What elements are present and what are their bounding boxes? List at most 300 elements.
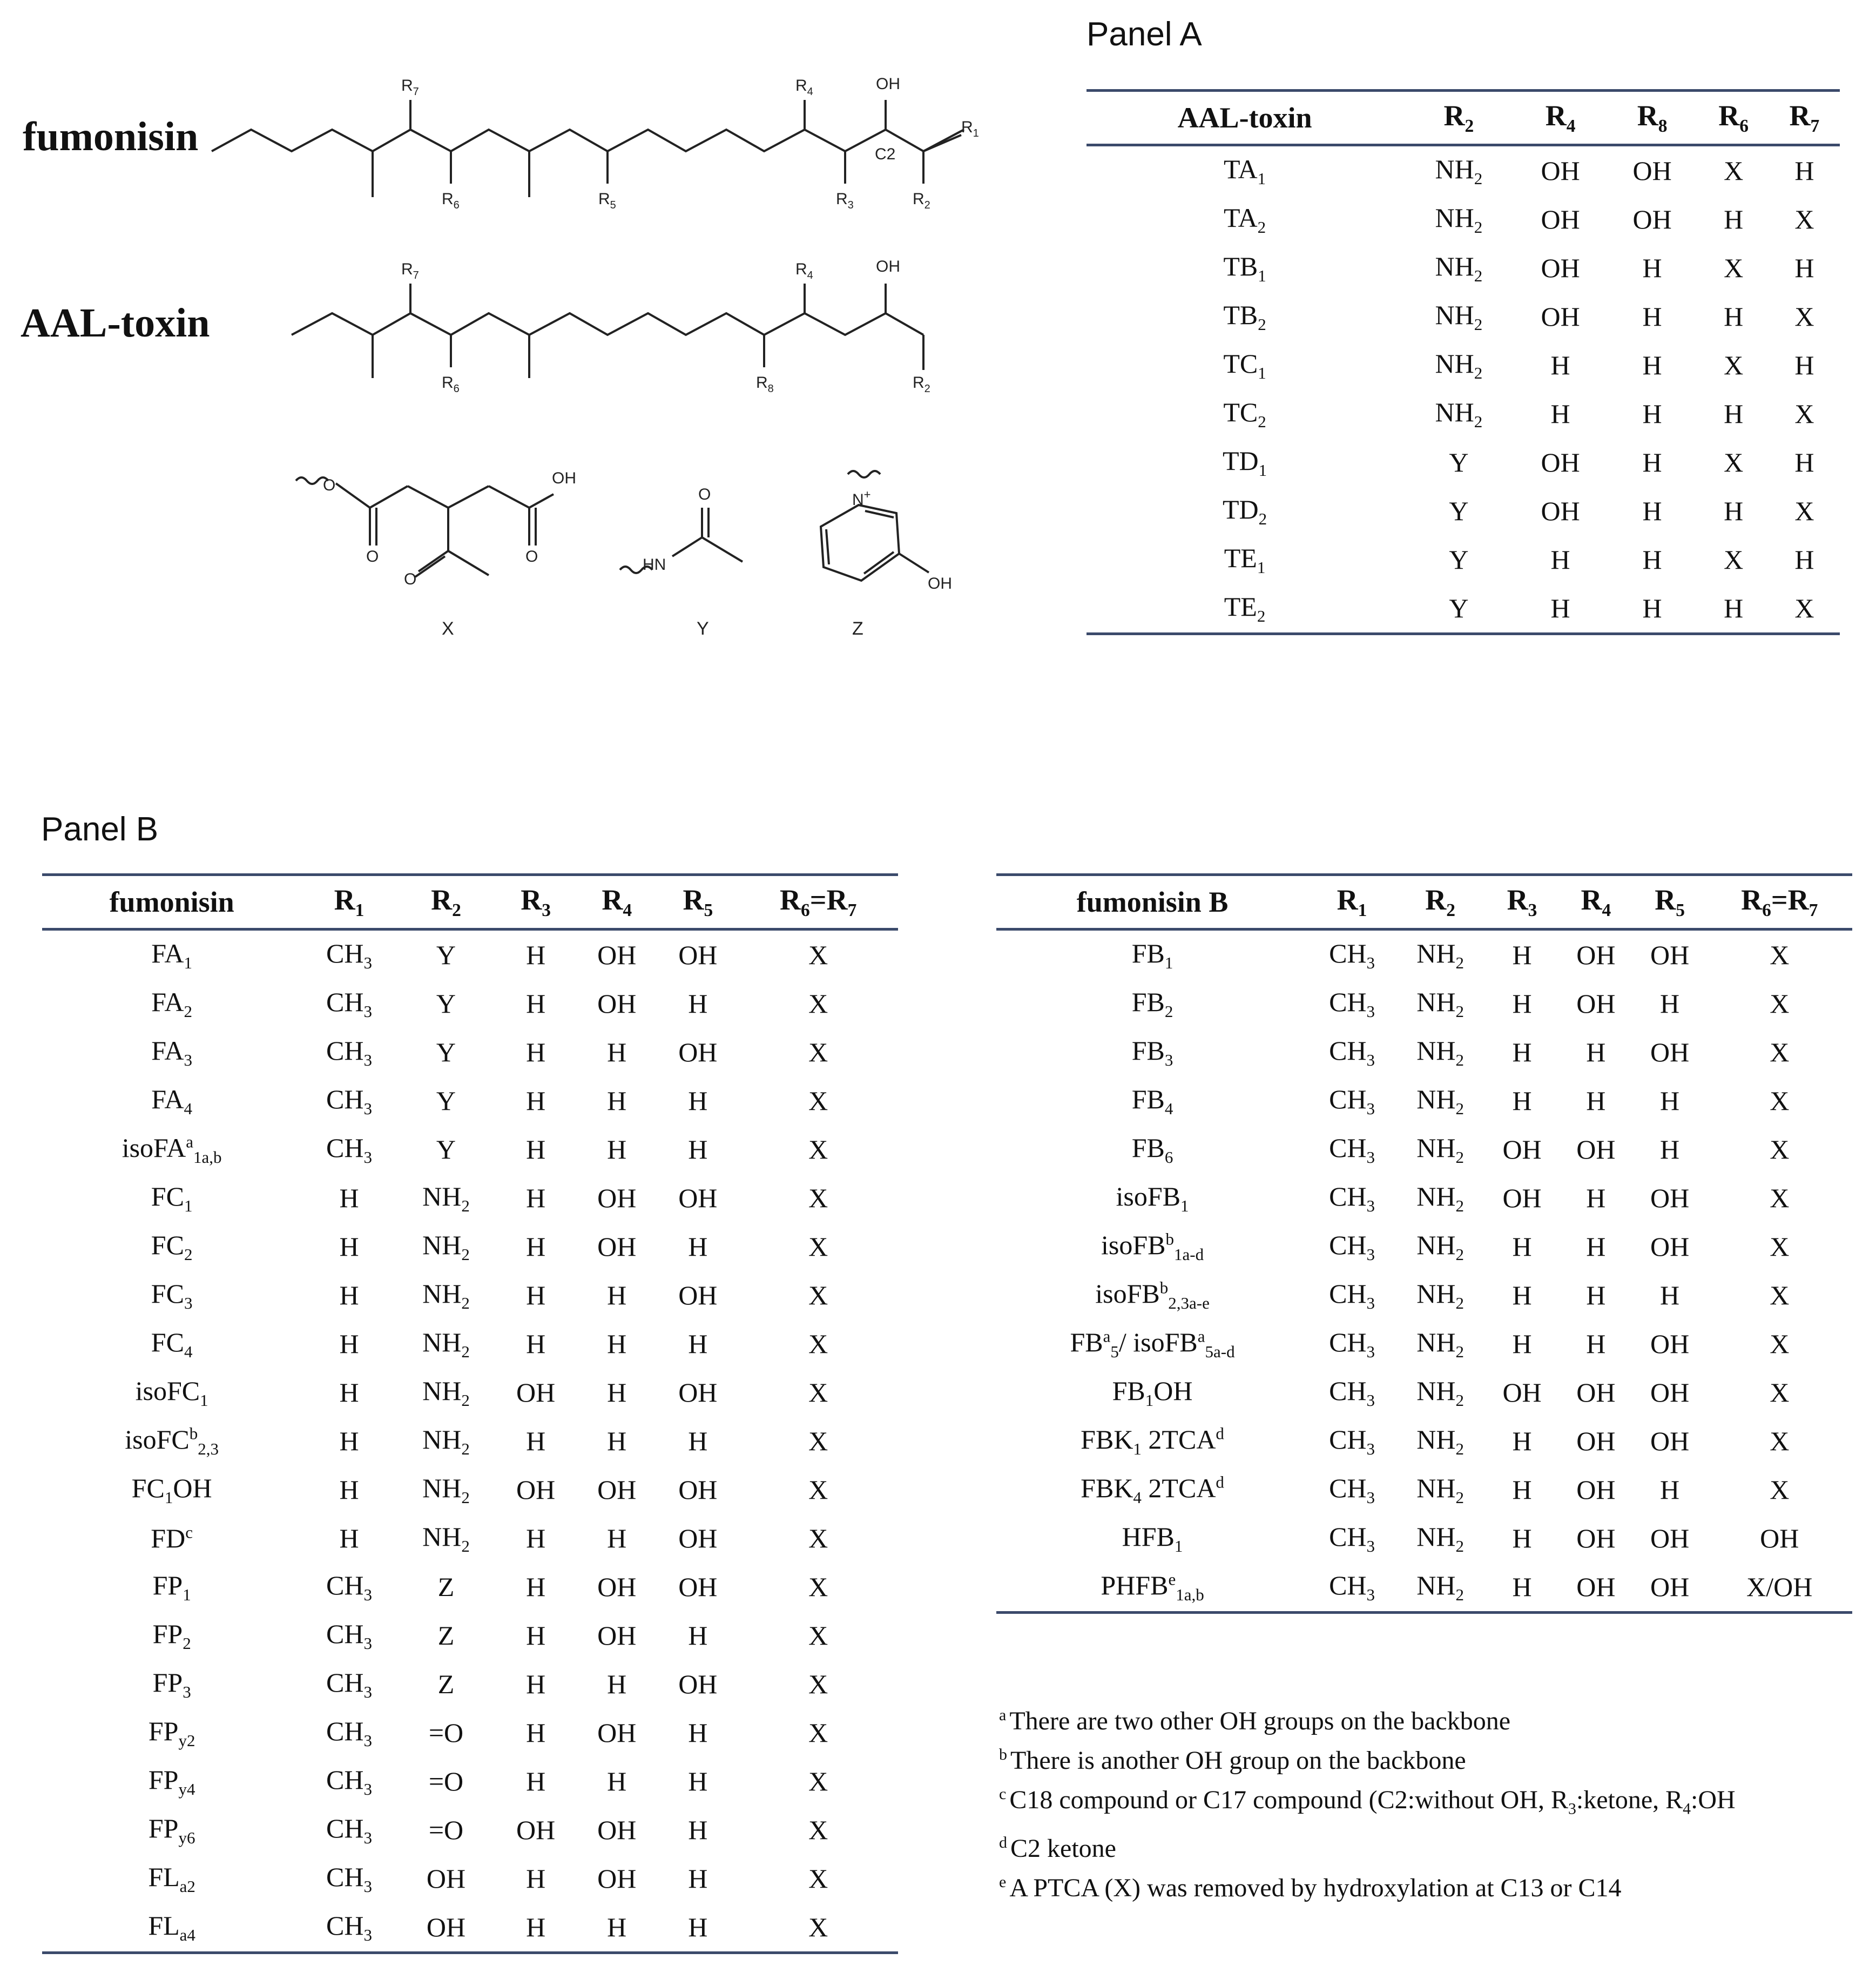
table-cell: X — [1770, 1183, 1790, 1213]
table-header-row — [996, 875, 1852, 930]
table-cell: H — [1660, 1474, 1680, 1505]
table-cell: $NH_2$ — [1416, 1229, 1464, 1264]
table-row — [996, 1076, 1852, 1125]
column-header: fumonisin B — [996, 875, 1308, 930]
table-cell: H — [526, 940, 546, 970]
table-cell: $TC_2$ — [1223, 396, 1266, 431]
table-cell: H — [1512, 1572, 1532, 1602]
table-row — [42, 1854, 898, 1903]
table-cell: H — [1724, 399, 1744, 429]
compound-name: $FB_4$ — [1131, 1083, 1173, 1118]
table-cell: X — [808, 1377, 828, 1408]
table-cell: H — [1724, 496, 1744, 526]
table-cell: Y — [1449, 544, 1469, 575]
table-cell: OH — [426, 1863, 466, 1894]
table-cell: OH — [597, 1620, 637, 1651]
table-cell: $CH_3$ — [326, 1132, 373, 1167]
table-cell: H — [1642, 301, 1662, 332]
table-cell: H — [526, 1280, 546, 1310]
column-header: $R_4$ — [1559, 875, 1633, 930]
table-cell: H — [339, 1474, 359, 1505]
table-cell: $CH_3$ — [1329, 1570, 1375, 1604]
table-cell: H — [526, 1912, 546, 1942]
table-row — [42, 1028, 898, 1076]
table-cell: X — [1724, 350, 1744, 380]
table-row — [996, 1174, 1852, 1222]
column-header: $R_5$ — [657, 875, 738, 930]
table-cell: OH — [597, 1815, 637, 1845]
table-row — [42, 1417, 898, 1465]
table-cell: H — [1724, 593, 1744, 623]
column-header: $R_6=R_7$ — [1707, 875, 1853, 930]
column-header: $R_3$ — [495, 875, 576, 930]
table-cell: H — [688, 1134, 708, 1164]
table-cell: H — [526, 1231, 546, 1262]
table-row — [42, 1125, 898, 1174]
table-cell: =O — [428, 1766, 464, 1796]
table-cell: H — [688, 988, 708, 1019]
table-cell: X — [808, 1329, 828, 1359]
compound-name: $FC_1OH$ — [131, 1472, 212, 1507]
table-cell: X — [1794, 593, 1814, 623]
table-cell: X — [1770, 988, 1790, 1019]
table-cell: X — [808, 1426, 828, 1456]
table-cell: OH — [678, 1474, 718, 1505]
table-cell: $TD_2$ — [1222, 494, 1267, 528]
table-cell: X — [808, 1815, 828, 1845]
table-cell: OH — [1760, 1523, 1799, 1553]
x-o3: O — [525, 548, 538, 565]
table-cell: X — [1724, 447, 1744, 477]
footnotes — [999, 1699, 1736, 1905]
column-header: $R_3$ — [1485, 875, 1559, 930]
table-cell: OH — [678, 1669, 718, 1699]
table-row — [996, 1465, 1852, 1514]
table-cell: $NH_2$ — [1435, 396, 1483, 431]
compound-name: $FB^a_5/$ isoFB$^a_{5a-d}$ — [1070, 1326, 1235, 1361]
panel-b-label: Panel B — [41, 811, 159, 848]
table-cell: H — [607, 1329, 627, 1359]
table-row — [42, 1465, 898, 1514]
table-cell: $CH_3$ — [1329, 1229, 1375, 1264]
table-cell: Y — [1449, 447, 1469, 477]
compound-name: $FL_{a2}$ — [148, 1861, 195, 1896]
table-cell: Y — [436, 1134, 456, 1164]
table-cell: H — [1550, 593, 1570, 623]
table-cell: OH — [1650, 1523, 1690, 1553]
table-cell: H — [1586, 1329, 1606, 1359]
table-header-row — [42, 875, 898, 930]
table-cell: H — [1586, 1086, 1606, 1116]
table-cell: $NH_2$ — [1416, 1521, 1464, 1555]
table-cell: OH — [678, 1377, 718, 1408]
table-cell: OH — [1576, 940, 1616, 970]
z-oh: OH — [928, 575, 952, 592]
table-cell: X — [808, 1280, 828, 1310]
aal-r2: $R_2$ — [913, 374, 930, 395]
compound-name: $FA_4$ — [151, 1083, 192, 1118]
table-cell: OH — [597, 1572, 637, 1602]
table-row — [42, 1222, 898, 1271]
table-cell: H — [1642, 593, 1662, 623]
table-row — [996, 1563, 1852, 1613]
column-header: $R_2$ — [1403, 91, 1514, 145]
table-cell: $NH_2$ — [1416, 1035, 1464, 1069]
table-cell: $NH_2$ — [422, 1229, 470, 1264]
table-cell: X — [1724, 544, 1744, 575]
table-cell: H — [526, 1086, 546, 1116]
table-cell: $NH_2$ — [1435, 251, 1483, 285]
table-cell: H — [526, 1718, 546, 1748]
table-header-row — [1087, 91, 1840, 145]
table-cell: $TB_1$ — [1223, 251, 1266, 285]
table-cell: $CH_3$ — [1329, 1083, 1375, 1118]
table-cell: H — [1642, 544, 1662, 575]
table-cell: H — [1512, 1037, 1532, 1067]
table-cell: H — [607, 1037, 627, 1067]
table-cell: $CH_3$ — [1329, 986, 1375, 1021]
table-cell: Z — [437, 1572, 455, 1602]
panel-b-fumonisin-b-table — [996, 873, 1852, 1614]
table-cell: $CH_3$ — [1329, 938, 1375, 972]
compound-name: isoFB$^b_{1a-d}$ — [1101, 1229, 1204, 1264]
table-cell: H — [1586, 1183, 1606, 1213]
aal-r4: $R_4$ — [795, 260, 813, 281]
table-cell: $TC_1$ — [1223, 348, 1266, 382]
table-cell: H — [1642, 350, 1662, 380]
table-cell: OH — [516, 1474, 556, 1505]
compound-name: $FL_{a4}$ — [148, 1910, 195, 1944]
compound-name: $FC_3$ — [151, 1278, 193, 1312]
fum-oh: OH — [876, 75, 900, 93]
table-cell: H — [1512, 1280, 1532, 1310]
column-header: $R_2$ — [1395, 875, 1485, 930]
table-cell: H — [526, 988, 546, 1019]
table-row — [996, 1271, 1852, 1319]
table-row — [42, 1757, 898, 1806]
table-row — [1087, 145, 1840, 196]
table-cell: X — [1770, 1280, 1790, 1310]
table-cell: $TE_1$ — [1224, 542, 1266, 577]
column-header: $R_2$ — [397, 875, 495, 930]
table-cell: OH — [1650, 1183, 1690, 1213]
table-cell: H — [688, 1912, 708, 1942]
table-cell: $NH_2$ — [1416, 986, 1464, 1021]
table-cell: $CH_3$ — [1329, 1326, 1375, 1361]
compound-name: $FP_{y6}$ — [148, 1813, 195, 1847]
table-cell: X — [808, 1037, 828, 1067]
table-cell: $NH_2$ — [1416, 1083, 1464, 1118]
table-cell: H — [1724, 204, 1744, 234]
x-o2: O — [366, 548, 379, 565]
table-cell: $CH_3$ — [1329, 1424, 1375, 1458]
panel-a-table — [1087, 89, 1840, 635]
table-cell: H — [339, 1231, 359, 1262]
table-cell: H — [1512, 1231, 1532, 1262]
compound-name: $FA_1$ — [151, 938, 192, 972]
table-cell: OH — [1541, 253, 1580, 283]
table-cell: H — [526, 1669, 546, 1699]
table-row — [996, 1319, 1852, 1368]
table-row — [1087, 341, 1840, 389]
compound-name: $FP_2$ — [152, 1618, 191, 1653]
table-cell: $CH_3$ — [1329, 1132, 1375, 1167]
table-cell: X — [1724, 253, 1744, 283]
table-cell: $CH_3$ — [326, 1570, 373, 1604]
table-cell: H — [1550, 544, 1570, 575]
table-cell: H — [526, 1426, 546, 1456]
table-cell: H — [688, 1766, 708, 1796]
table-row — [42, 1368, 898, 1417]
table-cell: $CH_3$ — [1329, 1035, 1375, 1069]
compound-name: $FD^c$ — [151, 1523, 193, 1553]
table-cell: $NH_2$ — [1416, 1132, 1464, 1167]
table-cell: H — [1512, 940, 1532, 970]
table-row — [996, 1514, 1852, 1563]
compound-name: isoFA$^a_{1a,b}$ — [122, 1132, 222, 1167]
table-cell: OH — [1502, 1377, 1542, 1408]
table-cell: H — [688, 1426, 708, 1456]
table-cell: OH — [1576, 988, 1616, 1019]
table-cell: H — [526, 1620, 546, 1651]
table-cell: H — [339, 1377, 359, 1408]
compound-name: $FC_4$ — [151, 1326, 193, 1361]
table-cell: H — [688, 1620, 708, 1651]
table-cell: OH — [1650, 1231, 1690, 1262]
table-row — [42, 979, 898, 1028]
table-cell: Y — [1449, 593, 1469, 623]
z-label: Z — [852, 618, 863, 639]
fumonisin-structure — [212, 100, 964, 197]
table-cell: $NH_2$ — [422, 1472, 470, 1507]
table-cell: Y — [436, 1037, 456, 1067]
table-cell: H — [526, 1863, 546, 1894]
table-cell: H — [1586, 1280, 1606, 1310]
table-row — [42, 1806, 898, 1854]
table-cell: $CH_3$ — [326, 938, 373, 972]
footnote-d: $^d$ C2 ketone — [999, 1833, 1116, 1863]
fum-r7: $R_7$ — [401, 77, 419, 98]
table-row — [996, 979, 1852, 1028]
table-cell: Y — [1449, 496, 1469, 526]
y-o: O — [698, 486, 711, 503]
table-row — [42, 1660, 898, 1708]
column-header: $R_4$ — [1515, 91, 1607, 145]
table-cell: Z — [437, 1669, 455, 1699]
table-cell: H — [688, 1718, 708, 1748]
table-cell: OH — [1541, 496, 1580, 526]
table-row — [996, 1125, 1852, 1174]
table-cell: OH — [1576, 1474, 1616, 1505]
table-row — [42, 1563, 898, 1611]
x-oh: OH — [552, 469, 576, 487]
table-cell: H — [1794, 350, 1814, 380]
aal-oh: OH — [876, 258, 900, 275]
table-cell: X — [808, 988, 828, 1019]
table-row — [996, 1368, 1852, 1417]
table-row — [42, 1708, 898, 1757]
table-cell: OH — [1541, 301, 1580, 332]
table-cell: $NH_2$ — [1435, 299, 1483, 334]
aal-toxin-label: AAL-toxin — [21, 300, 210, 346]
table-cell: X — [808, 1912, 828, 1942]
table-cell: X — [808, 1523, 828, 1553]
fragment-y — [620, 508, 743, 573]
table-cell: X — [808, 1134, 828, 1164]
table-row — [1087, 487, 1840, 535]
table-cell: OH — [678, 1183, 718, 1213]
compound-name: $FB_1$ — [1131, 938, 1173, 972]
table-cell: OH — [1541, 156, 1580, 186]
footnote-a: $^a$ There are two other OH groups on the backbone — [999, 1706, 1511, 1735]
table-cell: H — [688, 1329, 708, 1359]
fum-c2: C2 — [875, 145, 896, 163]
table-cell: $CH_3$ — [326, 1910, 373, 1944]
column-header: $R_8$ — [1607, 91, 1698, 145]
table-cell: $CH_3$ — [1329, 1278, 1375, 1312]
table-cell: X — [808, 1669, 828, 1699]
table-cell: $TE_2$ — [1224, 591, 1266, 625]
table-cell: X — [1770, 1037, 1790, 1067]
table-cell: $CH_3$ — [326, 986, 373, 1021]
compound-name: $FB_2$ — [1131, 986, 1173, 1021]
compound-name: $HFB_1$ — [1122, 1521, 1183, 1555]
table-cell: H — [1724, 301, 1744, 332]
y-label: Y — [697, 618, 709, 639]
fum-r4: $R_4$ — [795, 77, 813, 98]
table-cell: H — [1794, 544, 1814, 575]
table-cell: H — [526, 1572, 546, 1602]
table-cell: X — [1770, 1231, 1790, 1262]
table-cell: OH — [1576, 1134, 1616, 1164]
table-cell: $CH_3$ — [326, 1861, 373, 1896]
table-cell: OH — [1502, 1183, 1542, 1213]
table-cell: OH — [1650, 1329, 1690, 1359]
table-cell: H — [688, 1086, 708, 1116]
compound-name: $FB_3$ — [1131, 1035, 1173, 1069]
panel-b-fumonisin-table — [42, 873, 898, 1954]
aal-toxin-structure — [292, 284, 923, 378]
table-cell: $CH_3$ — [326, 1618, 373, 1653]
table-cell: OH — [678, 1523, 718, 1553]
compound-name: $PHFB^e_{1a,b}$ — [1101, 1569, 1204, 1604]
table-row — [42, 1514, 898, 1563]
table-cell: Z — [437, 1620, 455, 1651]
y-hn: HN — [643, 556, 666, 574]
table-cell: X — [808, 1620, 828, 1651]
table-row — [42, 1076, 898, 1125]
x-o4: O — [404, 570, 417, 588]
column-header: $R_1$ — [1308, 875, 1395, 930]
table-row — [1087, 584, 1840, 634]
table-row — [42, 1319, 898, 1368]
table-cell: =O — [428, 1718, 464, 1748]
table-cell: H — [607, 1766, 627, 1796]
table-cell: H — [1550, 399, 1570, 429]
column-header: $R_6=R_7$ — [738, 875, 898, 930]
compound-name: $FB_1OH$ — [1112, 1375, 1193, 1410]
compound-name: isoFC$_1$ — [135, 1375, 208, 1410]
table-cell: $NH_2$ — [422, 1424, 470, 1458]
compound-name: isoFB$^b_{2,3a-e}$ — [1095, 1277, 1210, 1312]
table-cell: H — [688, 1231, 708, 1262]
table-cell: $TD_1$ — [1222, 445, 1267, 480]
table-cell: X — [1770, 940, 1790, 970]
table-cell: H — [526, 1183, 546, 1213]
table-cell: X — [1770, 1329, 1790, 1359]
table-cell: H — [526, 1329, 546, 1359]
table-cell: X — [1794, 204, 1814, 234]
table-cell: X — [1770, 1426, 1790, 1456]
table-cell: OH — [1541, 447, 1580, 477]
table-row — [996, 930, 1852, 980]
column-header: $R_4$ — [576, 875, 657, 930]
table-cell: X — [808, 940, 828, 970]
compound-name: isoFB$_1$ — [1116, 1181, 1189, 1215]
table-cell: $NH_2$ — [1416, 1570, 1464, 1604]
footnote-e: $^e$ A PTCA (X) was removed by hydroxylation at C13 or C14 — [999, 1873, 1622, 1902]
table-cell: H — [1642, 496, 1662, 526]
aal-r6: $R_6$ — [442, 374, 460, 395]
table-cell: $CH_3$ — [326, 1715, 373, 1750]
table-cell: H — [607, 1523, 627, 1553]
table-cell: H — [1794, 253, 1814, 283]
table-cell: Y — [436, 1086, 456, 1116]
table-cell: $TA_2$ — [1223, 202, 1266, 237]
fum-r2: $R_2$ — [913, 190, 930, 211]
table-cell: H — [607, 1280, 627, 1310]
table-cell: H — [1642, 399, 1662, 429]
table-cell: $CH_3$ — [326, 1813, 373, 1847]
table-row — [996, 1417, 1852, 1465]
table-cell: Y — [436, 940, 456, 970]
table-cell: H — [526, 1523, 546, 1553]
column-header: $R_1$ — [301, 875, 397, 930]
x-label: X — [442, 618, 454, 639]
table-cell: $CH_3$ — [1329, 1181, 1375, 1215]
table-row — [1087, 195, 1840, 244]
table-cell: H — [1512, 1086, 1532, 1116]
table-row — [42, 930, 898, 980]
footnote-b: $^b$ There is another OH group on the backbone — [999, 1746, 1466, 1775]
table-cell: H — [1512, 1426, 1532, 1456]
column-header: $R_6$ — [1698, 91, 1769, 145]
table-cell: OH — [516, 1815, 556, 1845]
table-cell: $NH_2$ — [1435, 153, 1483, 188]
column-header: AAL-toxin — [1087, 91, 1403, 145]
table-cell: X — [1770, 1086, 1790, 1116]
table-cell: H — [526, 1134, 546, 1164]
table-row — [996, 1222, 1852, 1271]
table-cell: $NH_2$ — [422, 1181, 470, 1215]
table-cell: X — [1770, 1474, 1790, 1505]
table-cell: $NH_2$ — [1416, 938, 1464, 972]
table-cell: H — [1642, 253, 1662, 283]
table-cell: OH — [1576, 1377, 1616, 1408]
table-cell: H — [1660, 1280, 1680, 1310]
table-cell: =O — [428, 1815, 464, 1845]
table-row — [42, 1174, 898, 1222]
table-row — [42, 1903, 898, 1953]
compound-name: $FA_2$ — [151, 986, 192, 1021]
compound-name: isoFC$^b_{2,3}$ — [125, 1423, 219, 1458]
aal-r7: $R_7$ — [401, 260, 419, 281]
table-cell: H — [339, 1426, 359, 1456]
table-cell: OH — [1650, 1037, 1690, 1067]
table-cell: H — [607, 1912, 627, 1942]
table-cell: $CH_3$ — [326, 1764, 373, 1799]
column-header: $R_7$ — [1769, 91, 1840, 145]
